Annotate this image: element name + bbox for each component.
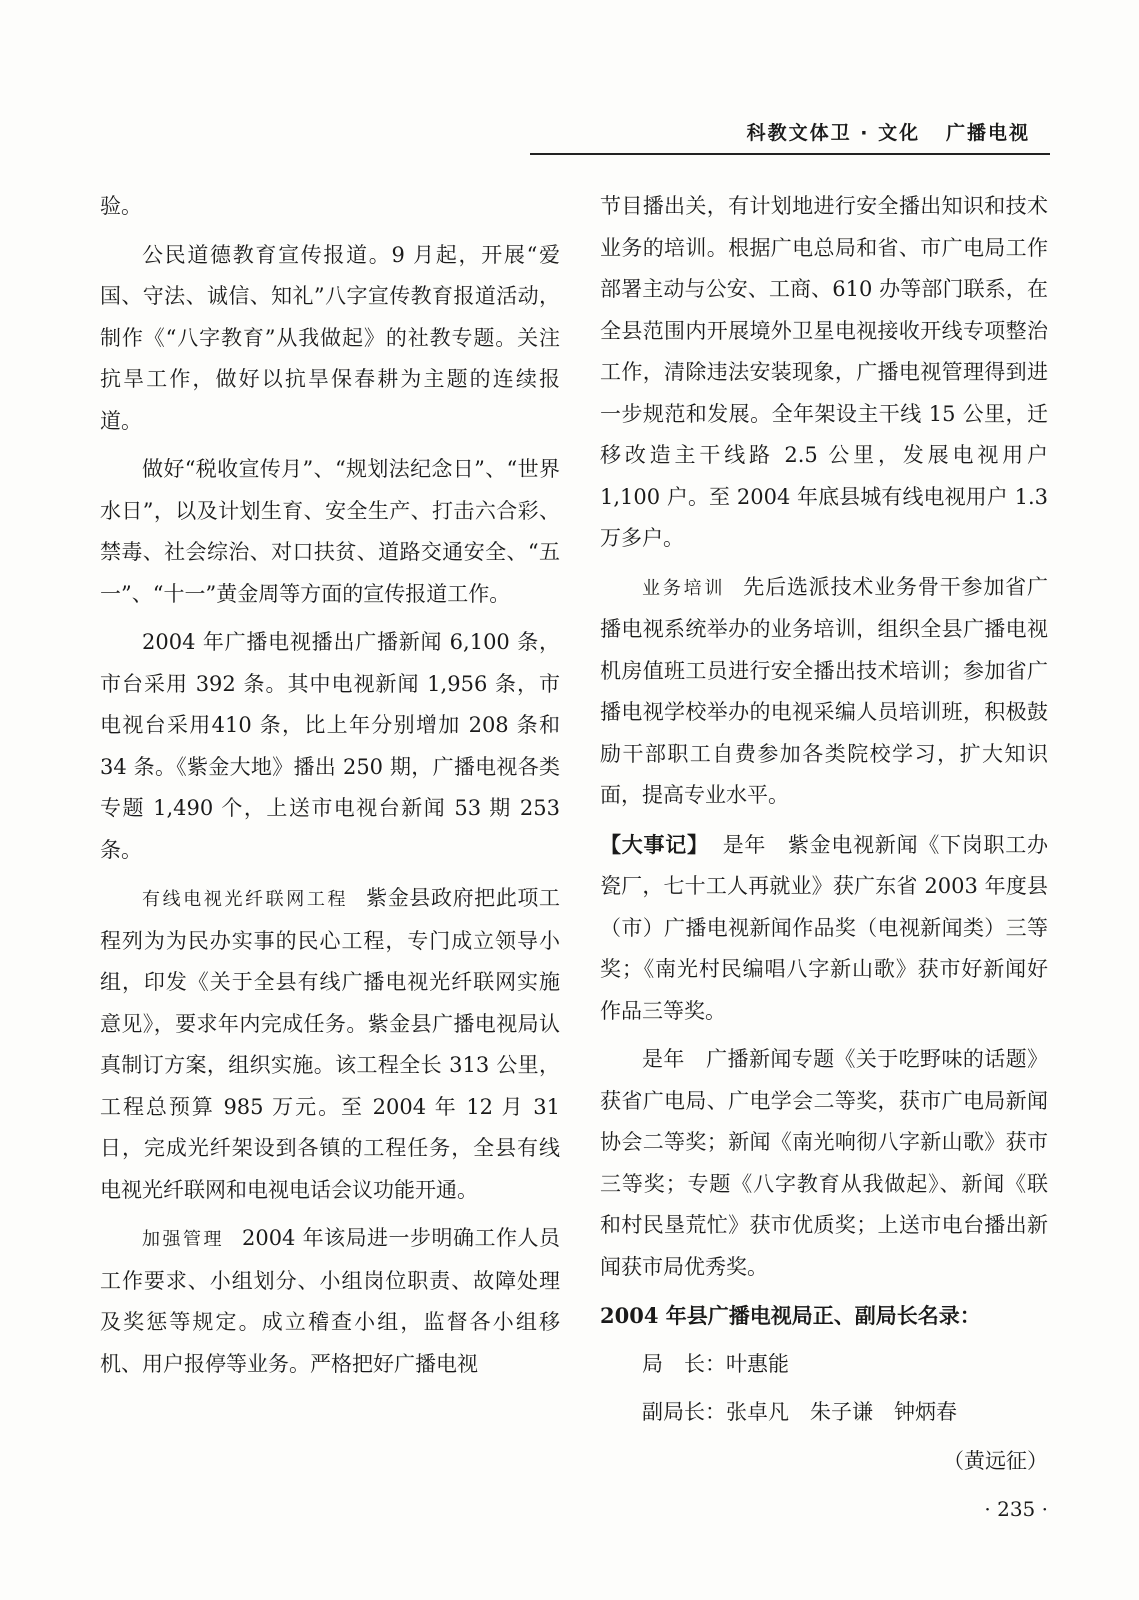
paragraph bbox=[100, 1218, 560, 1385]
paragraph: 验。 bbox=[100, 194, 142, 218]
paragraph: 公民道德教育宣传报道。9 月起，开展“爱国、守法、诚信、知礼”八字宣传教育报道活动，制作《“八字教育”从我做起》的社教专题。关注抗旱工作，做好以抗旱保春耕为主题的连续报道。 bbox=[100, 242, 560, 433]
header-rule bbox=[530, 153, 1050, 155]
section-title: 有线电视光纤联网工程 bbox=[142, 889, 349, 910]
events-tag: 【大事记】 bbox=[600, 831, 709, 857]
header-section: 科教文体卫 · 文化 bbox=[746, 122, 921, 144]
paragraph-text: 是年 紫金电视新闻《下岗职工办瓷厂，七十工人再就业》获广东省 2003 年度县（市）广播电视新闻作品奖（电视新闻类）三等奖；《南光村民编唱八字新山歌》获市好新闻好作品三等奖。 bbox=[600, 832, 1049, 1023]
paragraph bbox=[600, 567, 1048, 817]
roster-deputies: 副局长：张卓凡 朱子谦 钟炳春 bbox=[642, 1400, 957, 1424]
author: （黄远征） bbox=[943, 1448, 1048, 1473]
paragraph bbox=[600, 824, 1048, 1033]
running-header bbox=[530, 118, 1050, 154]
paragraph bbox=[100, 878, 560, 1211]
page-number: · 235 · bbox=[984, 1497, 1048, 1521]
right-column bbox=[600, 186, 1048, 1538]
paragraph: 做好“税收宣传月”、“规划法纪念日”、“世界水日”，以及计划生育、安全生产、打击六合彩、禁毒、社会综治、对口扶贫、道路交通安全、“五一”、“十一”黄金周等方面的宣传报道工作。 bbox=[100, 457, 560, 606]
paragraph-text: 先后选派技术业务骨干参加省广播电视系统举办的业务培训，组织全县广播电视机房值班工员进行安全播出技术培训；参加省广播电视学校举办的电视采编人员培训班，积极鼓励干部职工自费参加各类院校学习，扩大知识面，提高专业水平。 bbox=[600, 574, 1049, 807]
paragraph-text: 紫金县政府把此项工程列为为民办实事的民心工程，专门成立领导小组，印发《关于全县有线广播电视光纤联网实施意见》，要求年内完成任务。紫金县广播电视局认真制订方案，组织实施。该工程全长 313 公里，工程总预算 985 万元。至 2004 年 12 月 31 日，完成光纤架设到各镇的工程任务，全县有线电视光纤联网和电视电话会议功能开通。 bbox=[100, 886, 561, 1202]
section-title: 加强管理 bbox=[142, 1229, 224, 1250]
paragraph-text: 2004 年该局进一步明确工作人员工作要求、小组划分、小组岗位职责、故障处理及奖惩等规定。成立稽查小组，监督各小组移机、用户报停等业务。严格把好广播电视 bbox=[100, 1226, 560, 1376]
roster-director: 局 长：叶惠能 bbox=[642, 1351, 789, 1376]
section-title: 业务培训 bbox=[642, 577, 726, 599]
paragraph: 是年 广播新闻专题《关于吃野味的话题》获省广电局、广电学会二等奖，获市广电局新闻协会二等奖；新闻《南光响彻八字新山歌》获市三等奖；专题《八字教育从我做起》、新闻《联和村民垦荒忙》获市优质奖；上送市电台播出新闻获市局优秀奖。 bbox=[600, 1047, 1048, 1279]
paragraph: 节目播出关，有计划地进行安全播出知识和技术业务的培训。根据广电总局和省、市广电局工作部署主动与公安、工商、610 办等部门联系，在全县范围内开展境外卫星电视接收开线专项整治工作，清除违法安装现象，广播电视管理得到进一步规范和发展。全年架设主干线 15 公里，迁移改造主干线路 2.5 公里，发展电视用户 1,100 户。至 2004 年底县城有线电视用户 1.3 万多户。 bbox=[600, 194, 1048, 550]
header-subsection: 广播电视 bbox=[945, 122, 1030, 144]
roster-title: 2004 年县广播电视局正、副局长名录： bbox=[600, 1303, 981, 1328]
left-column bbox=[100, 186, 560, 1392]
paragraph: 2004 年广播电视播出广播新闻 6,100 条，市台采用 392 条。其中电视新闻 1,956 条，市电视台采用410 条，比上年分别增加 208 条和 34 条。《紫金大地》播出 250 期，广播电视各类专题 1,490 个，上送市电视台新闻 53 期 253 条。 bbox=[100, 630, 560, 862]
